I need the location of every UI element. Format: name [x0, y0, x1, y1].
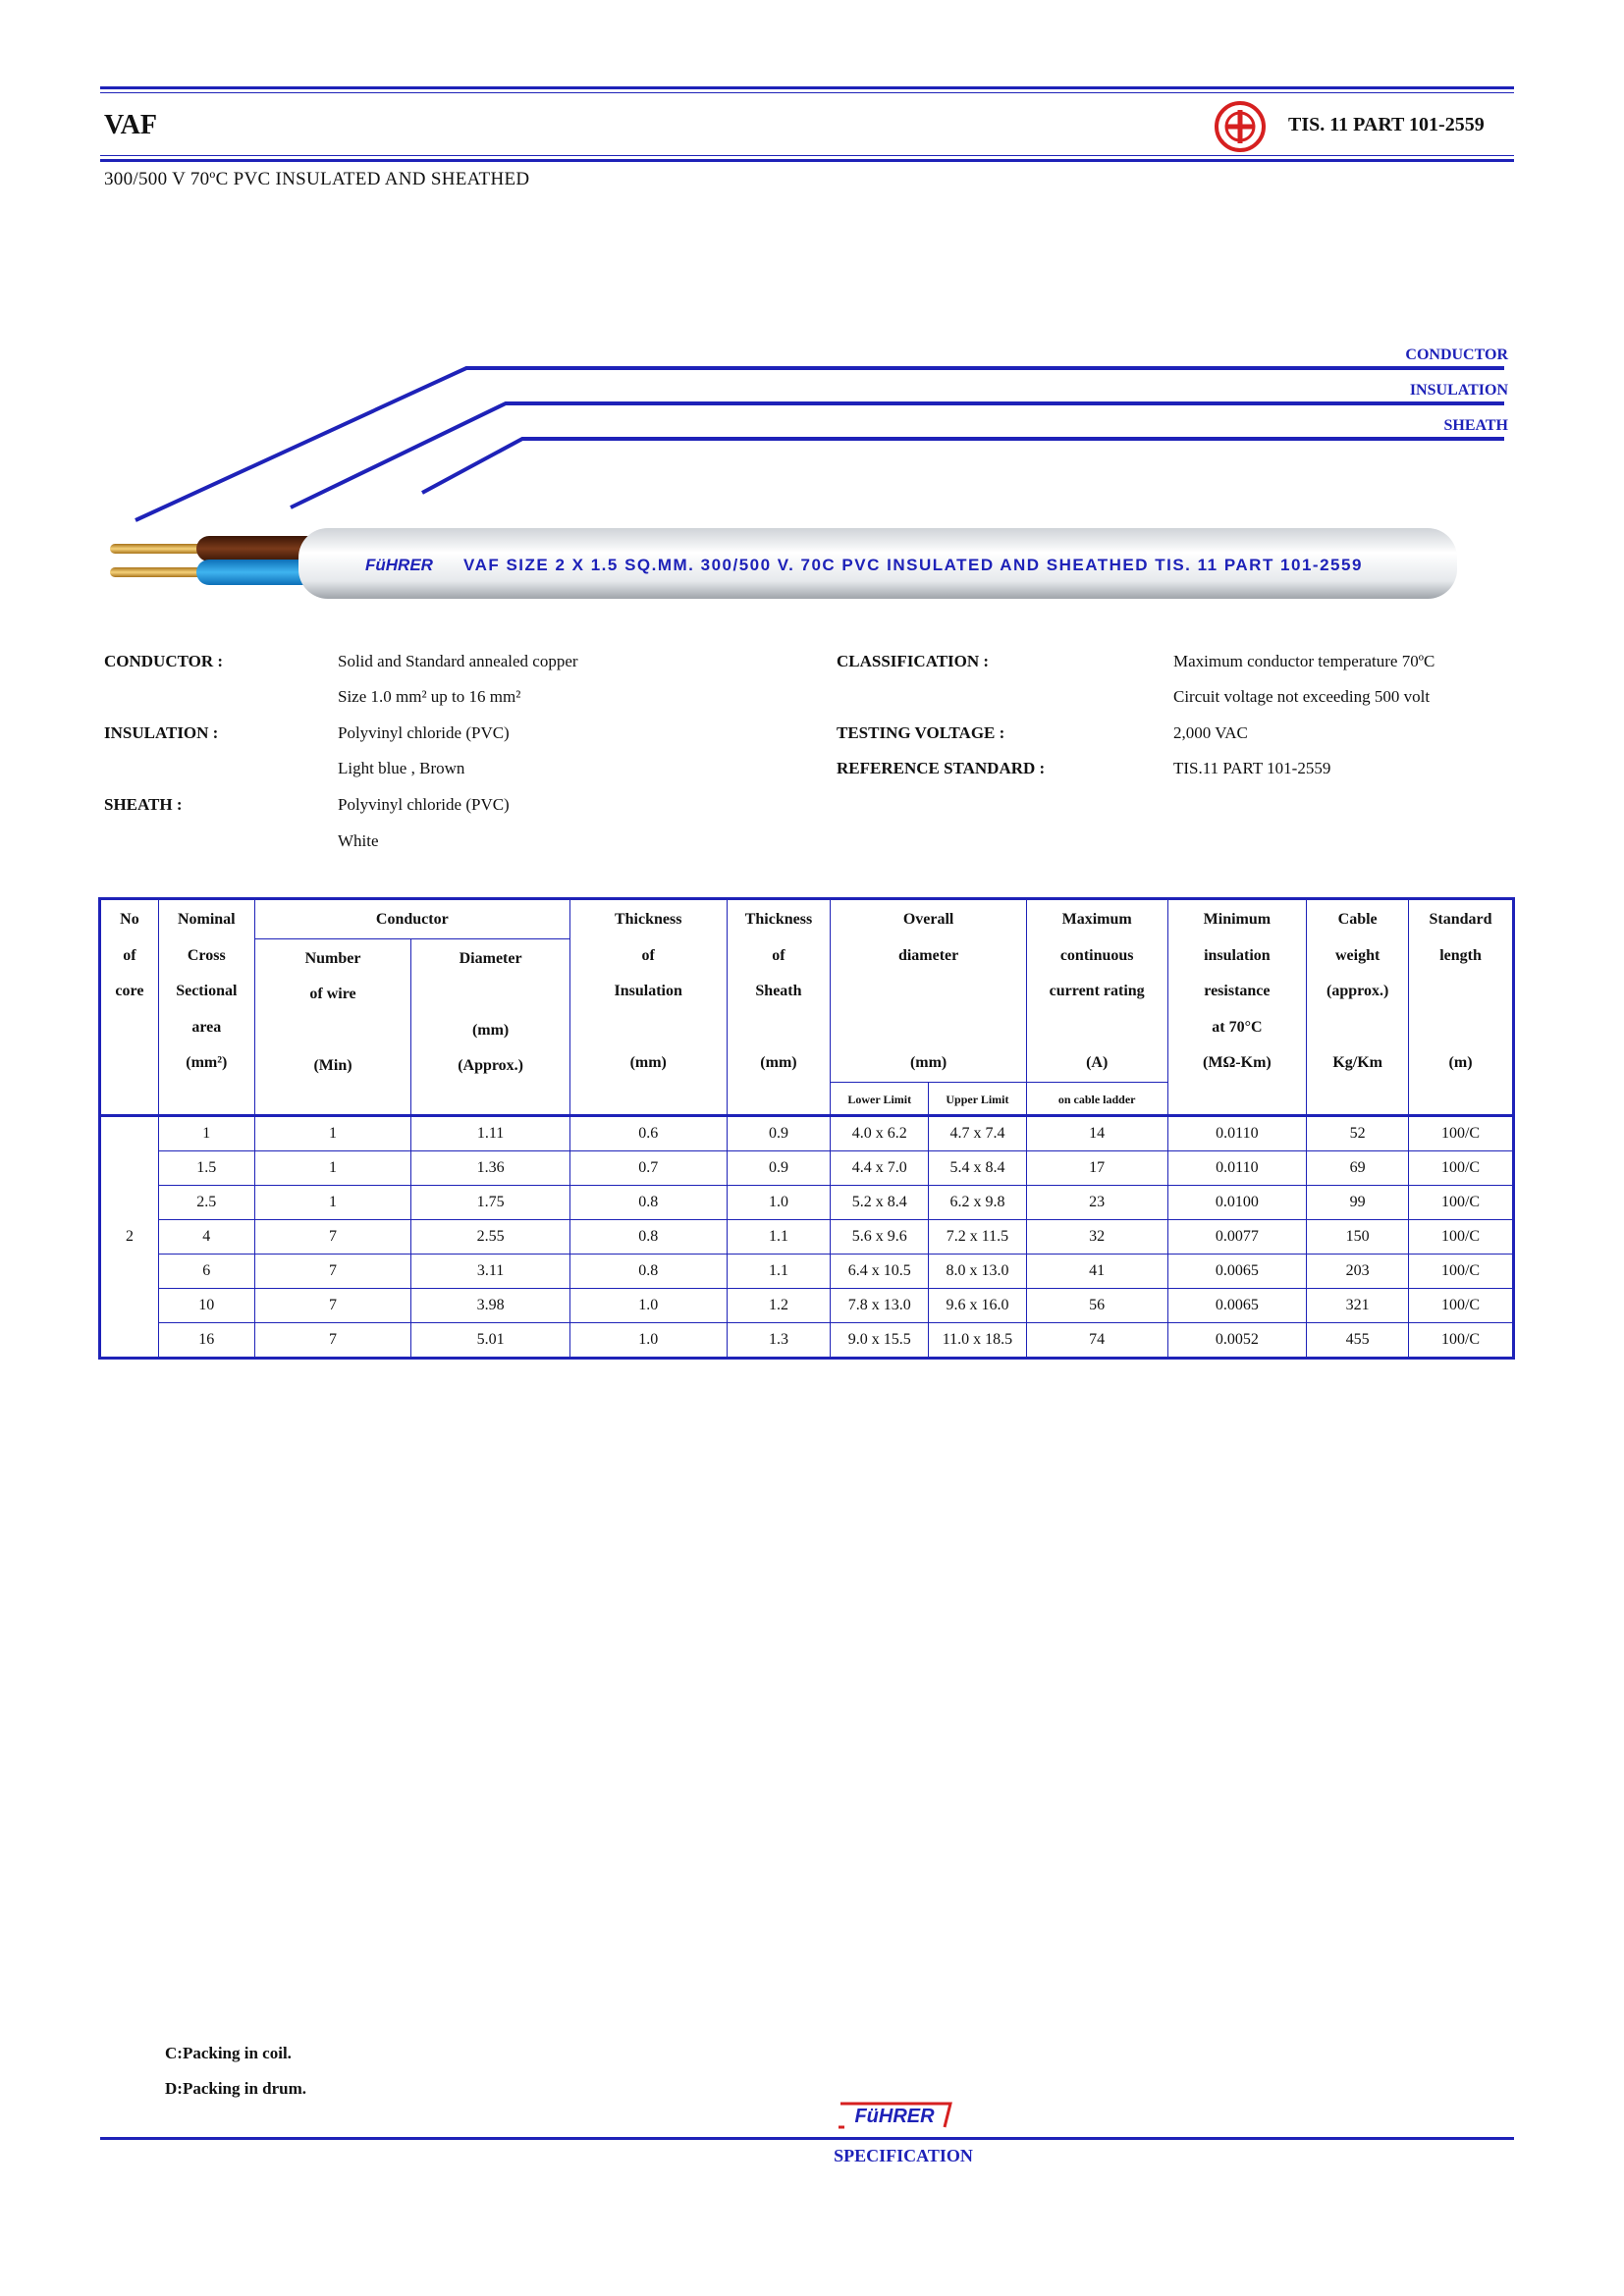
table-cell: 8.0 x 13.0	[929, 1254, 1027, 1288]
table-cell: 0.8	[569, 1219, 727, 1254]
table-cell: 5.4 x 8.4	[929, 1150, 1027, 1185]
note-drum: D:Packing in drum.	[165, 2079, 307, 2098]
table-cell: 99	[1307, 1185, 1409, 1219]
header-lower-limit: Lower Limit	[831, 1082, 929, 1115]
table-cell: 5.6 x 9.6	[831, 1219, 929, 1254]
table-cell: 52	[1307, 1115, 1409, 1150]
header-bottom-rule-thin	[100, 155, 1514, 156]
header-bottom-rule	[100, 159, 1514, 162]
note-coil: C:Packing in coil.	[165, 2044, 292, 2062]
sheath-spec-line1: Polyvinyl chloride (PVC)	[338, 795, 510, 814]
table-cell: 0.9	[727, 1115, 831, 1150]
header-standard-length: Standard length (m)	[1409, 899, 1514, 1116]
footer-specification: SPECIFICATION	[834, 2146, 973, 2165]
table-cell: 0.0065	[1167, 1288, 1307, 1322]
sheath-label: SHEATH	[1443, 417, 1508, 434]
header-upper-limit: Upper Limit	[929, 1082, 1027, 1115]
table-cell: 0.0110	[1167, 1150, 1307, 1185]
conductor-spec-key: CONDUCTOR :	[104, 652, 224, 670]
svg-text:FüHRER: FüHRER	[854, 2106, 935, 2127]
header-overall-diameter: Overall diameter (mm)	[831, 899, 1026, 1083]
cable-printed-text: VAF SIZE 2 X 1.5 SQ.MM. 300/500 V. 70C PVC INSULATED AND SHEATHED TIS. 11 PART 101-2559	[463, 556, 1363, 574]
table-cell: 23	[1026, 1185, 1167, 1219]
insulation-label: INSULATION	[1409, 382, 1508, 399]
standard-title: TIS. 11 PART 101-2559	[1288, 114, 1485, 135]
sheath-leader-line	[422, 439, 1504, 493]
table-cell: 69	[1307, 1150, 1409, 1185]
header-number-of-wire: Number of wire (Min)	[254, 938, 411, 1115]
table-cell: 16	[158, 1322, 254, 1358]
table-cell: 203	[1307, 1254, 1409, 1288]
table-cell: 0.8	[569, 1185, 727, 1219]
insulation-spec-line2: Light blue , Brown	[338, 759, 465, 777]
insulation-spec-line1: Polyvinyl chloride (PVC)	[338, 723, 510, 742]
table-cell: 100/C	[1409, 1288, 1514, 1322]
table-cell: 1.0	[569, 1288, 727, 1322]
table-cell: 100/C	[1409, 1322, 1514, 1358]
table-cell: 0.0100	[1167, 1185, 1307, 1219]
table-row	[100, 1322, 1514, 1358]
table-cell: 7.8 x 13.0	[831, 1288, 929, 1322]
product-subtitle: 300/500 V 70ºC PVC INSULATED AND SHEATHED	[104, 169, 530, 189]
copper-conductor	[110, 567, 208, 577]
table-cell: 1.1	[727, 1254, 831, 1288]
header-no-of-core: No of core	[100, 899, 159, 1116]
table-row	[100, 1288, 1514, 1322]
table-cell: 150	[1307, 1219, 1409, 1254]
footer-rule	[100, 2137, 1514, 2140]
tis-certification-icon	[1214, 100, 1267, 153]
table-cell: 1.75	[411, 1185, 570, 1219]
table-cell: 11.0 x 18.5	[929, 1322, 1027, 1358]
reference-standard-key: REFERENCE STANDARD :	[837, 759, 1046, 777]
table-cell: 455	[1307, 1322, 1409, 1358]
classification-spec-line2: Circuit voltage not exceeding 500 volt	[1173, 687, 1431, 706]
table-cell: 4.4 x 7.0	[831, 1150, 929, 1185]
table-cell: 0.0052	[1167, 1322, 1307, 1358]
table-cell: 2.5	[158, 1185, 254, 1219]
specification-table	[98, 897, 1515, 1360]
table-cell: 321	[1307, 1288, 1409, 1322]
table-cell: 6.2 x 9.8	[929, 1185, 1027, 1219]
table-cell: 0.9	[727, 1150, 831, 1185]
header-insulation-resistance: Minimum insulation resistance at 70°C (MΩ-Km)	[1167, 899, 1307, 1116]
conductor-spec-line1: Solid and Standard annealed copper	[338, 652, 578, 670]
table-cell: 1.2	[727, 1288, 831, 1322]
table-cell: 1.11	[411, 1115, 570, 1150]
table-cell: 32	[1026, 1219, 1167, 1254]
table-cell: 9.6 x 16.0	[929, 1288, 1027, 1322]
table-cell: 1.1	[727, 1219, 831, 1254]
table-cell: 1	[254, 1150, 411, 1185]
table-cell: 4	[158, 1219, 254, 1254]
insulation-spec-key: INSULATION :	[104, 723, 219, 742]
header-current-rating: Maximum continuous current rating (A)	[1026, 899, 1167, 1083]
copper-conductor	[110, 544, 208, 554]
table-cell: 14	[1026, 1115, 1167, 1150]
sheath-spec-key: SHEATH :	[104, 795, 183, 814]
table-cell: 100/C	[1409, 1115, 1514, 1150]
table-cell: 100/C	[1409, 1219, 1514, 1254]
table-cell: 3.11	[411, 1254, 570, 1288]
header-nominal-area: Nominal Cross Sectional area (mm²)	[158, 899, 254, 1116]
table-cell: 2.55	[411, 1219, 570, 1254]
table-cell: 0.0077	[1167, 1219, 1307, 1254]
table-cell: 1.36	[411, 1150, 570, 1185]
table-cell: 5.2 x 8.4	[831, 1185, 929, 1219]
table-row	[100, 1254, 1514, 1288]
table-cell: 1.5	[158, 1150, 254, 1185]
classification-spec-key: CLASSIFICATION :	[837, 652, 990, 670]
header-top-rule	[100, 86, 1514, 89]
table-cell: 7	[254, 1322, 411, 1358]
conductor-spec-line2: Size 1.0 mm² up to 16 mm²	[338, 687, 521, 706]
header-insulation-thickness: Thickness of Insulation (mm)	[569, 899, 727, 1116]
reference-standard-value: TIS.11 PART 101-2559	[1173, 759, 1331, 777]
table-cell: 1.3	[727, 1322, 831, 1358]
table-cell: 0.0110	[1167, 1115, 1307, 1150]
table-cell: 1	[158, 1115, 254, 1150]
table-cell: 7	[254, 1254, 411, 1288]
table-cell: 100/C	[1409, 1185, 1514, 1219]
testing-voltage-value: 2,000 VAC	[1173, 723, 1248, 742]
header-cable-weight: Cable weight (approx.) Kg/Km	[1307, 899, 1409, 1116]
table-cell: 4.0 x 6.2	[831, 1115, 929, 1150]
header-sheath-thickness: Thickness of Sheath (mm)	[727, 899, 831, 1116]
table-cell: 4.7 x 7.4	[929, 1115, 1027, 1150]
table-cell: 56	[1026, 1288, 1167, 1322]
table-cell: 10	[158, 1288, 254, 1322]
header-conductor: Conductor	[254, 899, 569, 939]
table-cell: 5.01	[411, 1322, 570, 1358]
table-cell: 100/C	[1409, 1150, 1514, 1185]
table-cell: 1	[254, 1185, 411, 1219]
header-diameter: Diameter (mm) (Approx.)	[411, 938, 570, 1115]
table-cell: 41	[1026, 1254, 1167, 1288]
table-cell: 1	[254, 1115, 411, 1150]
cable-brand-print: FüHRER	[365, 556, 433, 574]
table-row	[100, 1185, 1514, 1219]
table-cell: 0.7	[569, 1150, 727, 1185]
table-row	[100, 1219, 1514, 1254]
table-cell: 7	[254, 1219, 411, 1254]
table-cell: 0.8	[569, 1254, 727, 1288]
table-cell: 6	[158, 1254, 254, 1288]
table-cell: 3.98	[411, 1288, 570, 1322]
table-cell: 0.6	[569, 1115, 727, 1150]
header-on-cable-ladder: on cable ladder	[1026, 1082, 1167, 1115]
product-code: VAF	[104, 110, 157, 140]
table-cell: 74	[1026, 1322, 1167, 1358]
classification-spec-line1: Maximum conductor temperature 70ºC	[1173, 652, 1435, 670]
table-cell: 100/C	[1409, 1254, 1514, 1288]
sheath-spec-line2: White	[338, 831, 379, 850]
table-cell: 7	[254, 1288, 411, 1322]
table-cell: 6.4 x 10.5	[831, 1254, 929, 1288]
table-cell: 9.0 x 15.5	[831, 1322, 929, 1358]
fuhrer-logo	[831, 2101, 958, 2130]
table-cell: 7.2 x 11.5	[929, 1219, 1027, 1254]
table-row	[100, 1115, 1514, 1150]
testing-voltage-key: TESTING VOLTAGE :	[837, 723, 1005, 742]
header-top-rule-thin	[100, 92, 1514, 93]
table-cell: 1.0	[569, 1322, 727, 1358]
table-cell: 17	[1026, 1150, 1167, 1185]
conductor-label: CONDUCTOR	[1405, 347, 1508, 363]
core-count-cell: 2	[100, 1115, 159, 1358]
table-row	[100, 1150, 1514, 1185]
table-cell: 0.0065	[1167, 1254, 1307, 1288]
table-cell: 1.0	[727, 1185, 831, 1219]
